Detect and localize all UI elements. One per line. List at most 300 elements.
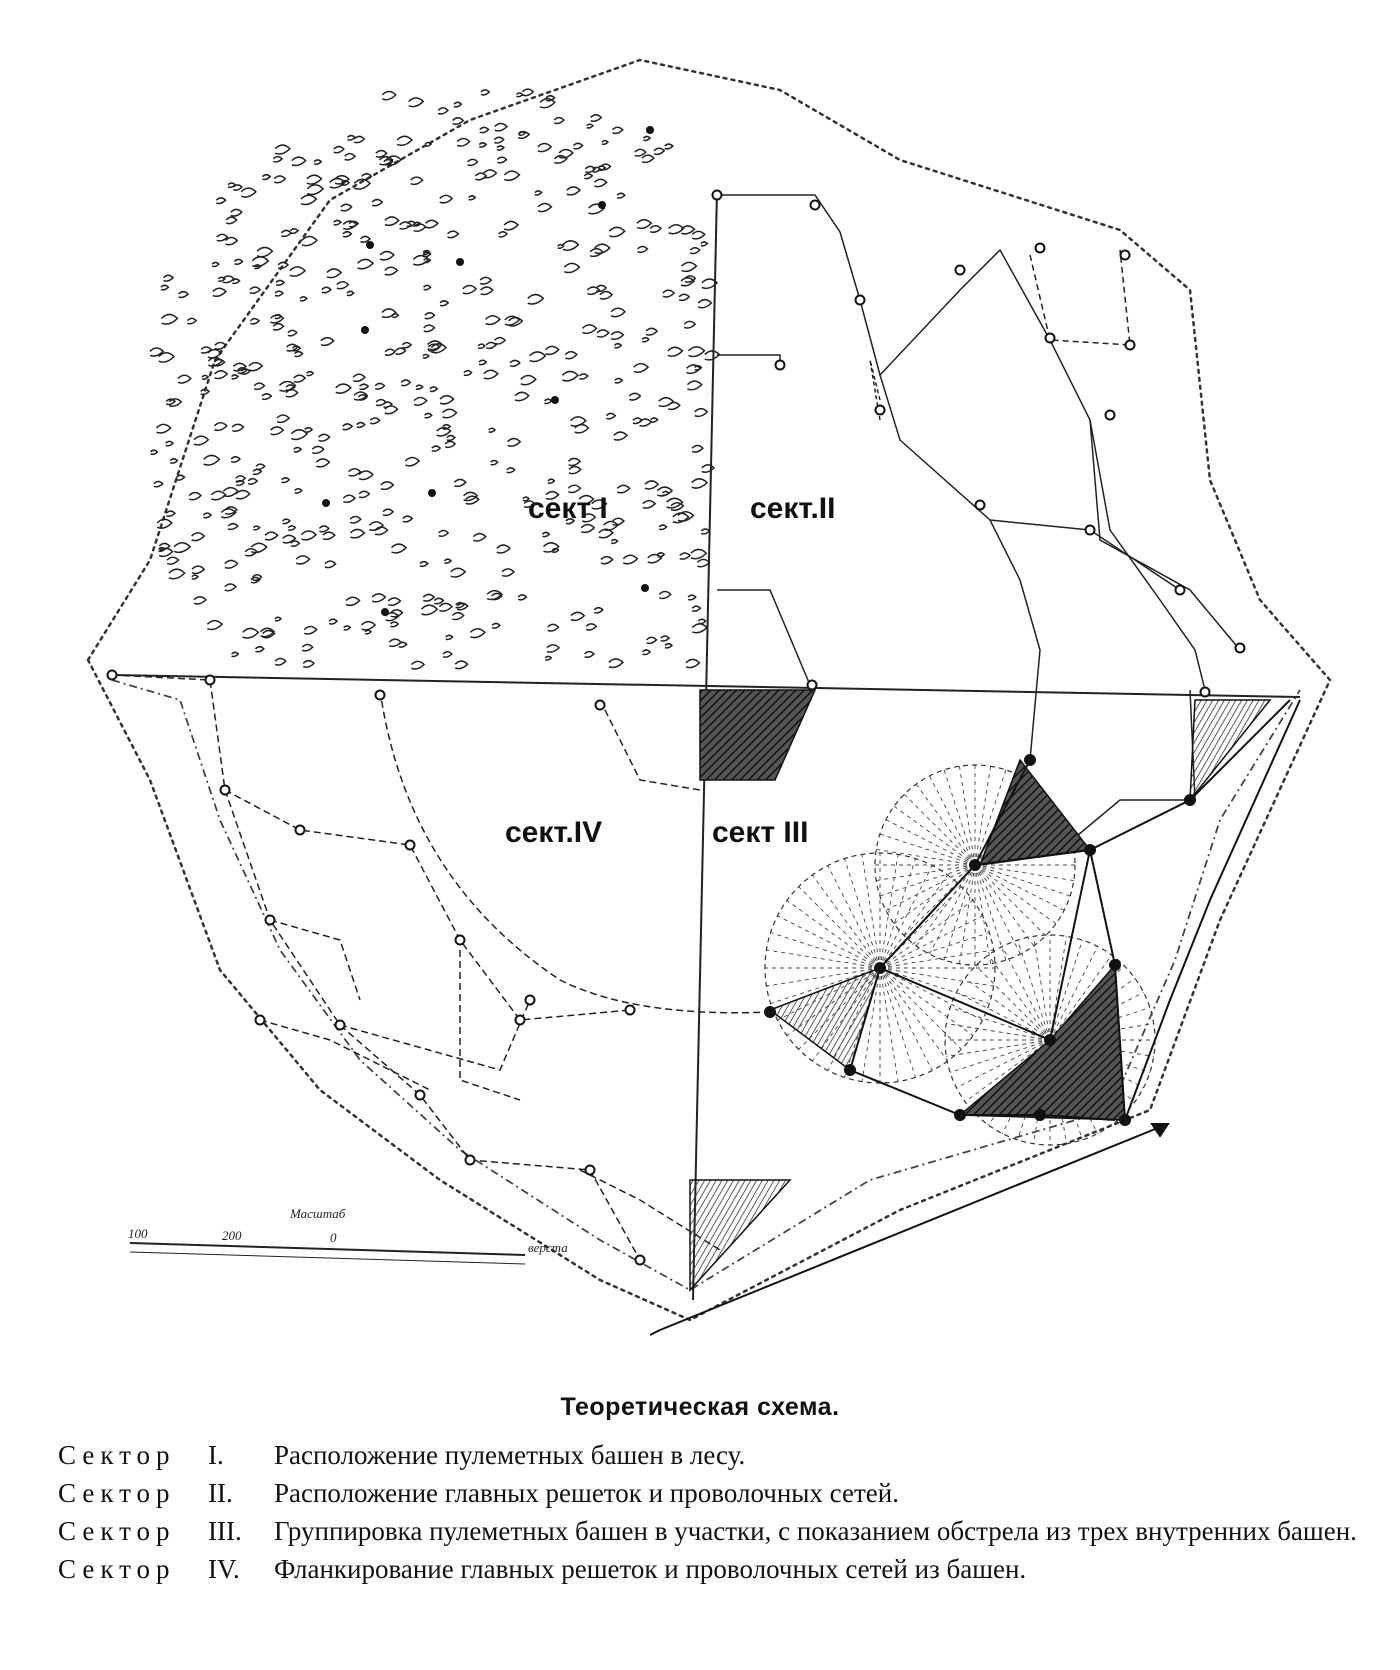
forest-mark bbox=[687, 381, 701, 390]
forest-mark bbox=[281, 230, 291, 236]
forest-mark bbox=[425, 413, 432, 417]
forest-mark bbox=[215, 342, 226, 349]
legend-item-sector-ii bbox=[58, 1478, 1368, 1508]
forest-mark bbox=[447, 231, 458, 238]
forest-mark bbox=[365, 630, 371, 634]
forest-mark bbox=[469, 196, 476, 200]
forest-mark bbox=[530, 352, 546, 362]
forest-mark bbox=[504, 221, 518, 229]
forest-mark bbox=[178, 375, 191, 383]
forest-mark bbox=[650, 226, 661, 233]
fire-ray bbox=[880, 900, 973, 968]
forest-mark bbox=[301, 195, 316, 204]
legend-number: III. bbox=[208, 1516, 242, 1546]
forest-mark bbox=[609, 659, 623, 668]
fire-ray bbox=[1018, 940, 1050, 1040]
machine-gun-tower bbox=[1085, 845, 1095, 855]
forest-mark bbox=[497, 146, 504, 150]
barrier-tower bbox=[876, 406, 885, 415]
forest-mark bbox=[455, 661, 467, 668]
forest-mark bbox=[414, 397, 427, 405]
forest-mark bbox=[216, 198, 225, 204]
forest-mark bbox=[545, 656, 551, 660]
forest-mark bbox=[479, 360, 486, 364]
forest-mark bbox=[275, 145, 290, 154]
forest-mark bbox=[647, 637, 657, 643]
forest-mark bbox=[464, 371, 472, 376]
forest-mark bbox=[288, 526, 295, 530]
forest-mark bbox=[434, 598, 443, 604]
forest-mark bbox=[642, 155, 654, 162]
forest-mark bbox=[611, 308, 625, 316]
machine-gun-tower bbox=[955, 1110, 965, 1120]
flanking-tower bbox=[596, 701, 605, 710]
forest-mark bbox=[695, 366, 702, 370]
forest-mark bbox=[327, 269, 341, 278]
forest-mark bbox=[405, 458, 419, 466]
forest-mark bbox=[545, 346, 558, 354]
forest-mark bbox=[486, 316, 500, 325]
forest-mark bbox=[587, 287, 599, 294]
forest-mark bbox=[416, 385, 423, 389]
forest-mark bbox=[385, 217, 399, 225]
forest-mark bbox=[207, 621, 222, 630]
forest-mark bbox=[257, 247, 272, 256]
fire-ray bbox=[950, 1008, 1050, 1040]
barrier-tower bbox=[1236, 644, 1245, 653]
forest-mark bbox=[292, 157, 306, 165]
flanking-tower bbox=[586, 1166, 595, 1175]
sector-label-iii: сект III bbox=[712, 816, 809, 849]
forest-tower bbox=[428, 489, 436, 497]
forest-mark bbox=[451, 568, 465, 577]
forest-mark bbox=[538, 204, 551, 212]
legend-item-sector-iv bbox=[58, 1554, 1368, 1584]
forest-mark bbox=[273, 157, 282, 162]
barrier-tower bbox=[1086, 526, 1095, 535]
forest-mark bbox=[225, 584, 236, 591]
forest-mark bbox=[662, 491, 668, 495]
forest-mark bbox=[166, 511, 175, 516]
forest-tower bbox=[598, 201, 606, 209]
scale-unit: верста bbox=[528, 1240, 568, 1255]
forest-mark bbox=[161, 314, 177, 324]
forest-mark bbox=[698, 300, 711, 308]
forest-mark bbox=[452, 613, 463, 620]
sector-label-ii: сект.II bbox=[750, 492, 836, 525]
forest-mark bbox=[383, 509, 393, 515]
forest-mark bbox=[358, 259, 373, 268]
forest-mark bbox=[643, 501, 655, 508]
fire-ray bbox=[771, 933, 880, 969]
forest-mark bbox=[481, 287, 493, 294]
fire-ray bbox=[975, 865, 1006, 960]
legend-number: IV. bbox=[208, 1554, 240, 1584]
flanking-tower bbox=[336, 1021, 345, 1030]
forest-mark bbox=[187, 318, 196, 323]
forest-mark bbox=[567, 187, 580, 195]
fire-ray bbox=[886, 820, 975, 865]
forest-mark bbox=[615, 379, 622, 383]
flanking-tower bbox=[256, 1016, 265, 1025]
forest-mark bbox=[303, 661, 314, 668]
sector-iv-flanking bbox=[112, 675, 770, 1260]
forest-mark bbox=[688, 595, 696, 600]
fire-ray bbox=[880, 859, 916, 968]
forest-mark bbox=[370, 418, 379, 424]
forest-mark bbox=[486, 342, 496, 348]
forest-mark bbox=[397, 136, 412, 145]
forest-mark bbox=[241, 188, 256, 197]
forest-mark bbox=[362, 622, 376, 630]
fire-ray bbox=[956, 992, 1050, 1040]
forest-mark bbox=[343, 232, 351, 237]
forest-mark bbox=[495, 338, 506, 344]
legend-item-sector-iii bbox=[58, 1516, 1368, 1546]
forest-mark bbox=[194, 436, 208, 445]
forest-mark bbox=[521, 376, 536, 385]
forest-mark bbox=[212, 262, 219, 266]
fire-ray bbox=[904, 794, 975, 865]
forest-mark bbox=[336, 384, 351, 393]
forest-tower bbox=[361, 326, 369, 334]
forest-mark bbox=[273, 324, 283, 330]
forest-mark bbox=[439, 603, 452, 611]
forest-mark bbox=[400, 222, 411, 229]
forest-mark bbox=[665, 644, 672, 648]
forest-mark bbox=[565, 352, 577, 359]
forest-mark bbox=[283, 519, 290, 523]
forest-mark bbox=[341, 204, 352, 211]
forest-mark bbox=[275, 291, 283, 296]
forest-mark bbox=[250, 319, 259, 324]
forest-mark bbox=[443, 409, 457, 418]
forest-mark bbox=[582, 325, 596, 333]
forest-mark bbox=[569, 467, 581, 474]
forest-mark bbox=[489, 428, 495, 432]
barrier-tower bbox=[1106, 411, 1115, 420]
fire-ray bbox=[880, 834, 975, 865]
forest-mark bbox=[391, 544, 406, 553]
forest-mark bbox=[203, 513, 211, 518]
forest-mark bbox=[262, 175, 270, 180]
flanking-tower bbox=[206, 676, 215, 685]
legend-item-sector-i bbox=[58, 1440, 1368, 1470]
forest-mark bbox=[440, 396, 454, 404]
forest-mark bbox=[594, 608, 603, 613]
forest-mark bbox=[232, 652, 239, 656]
forest-mark bbox=[659, 525, 666, 530]
forest-mark bbox=[376, 400, 386, 406]
forest-mark bbox=[151, 450, 158, 454]
scale-tick-3: 0 bbox=[330, 1230, 337, 1245]
forest-mark bbox=[316, 459, 329, 467]
legend-text: Расположение главных решеток и проволочных сетей. bbox=[274, 1478, 899, 1508]
machine-gun-tower bbox=[1025, 755, 1035, 765]
forest-mark bbox=[226, 238, 238, 245]
forest-mark bbox=[497, 545, 510, 553]
forest-mark bbox=[545, 399, 552, 403]
forest-mark bbox=[321, 338, 334, 346]
forest-mark bbox=[491, 461, 498, 465]
forest-mark bbox=[681, 226, 694, 234]
forest-mark bbox=[698, 619, 705, 623]
fire-ray bbox=[975, 865, 1046, 936]
barrier-tower bbox=[811, 201, 820, 210]
forest-mark bbox=[275, 659, 286, 665]
forest-mark bbox=[481, 90, 489, 95]
forest-mark bbox=[334, 220, 341, 224]
forest-mark bbox=[337, 282, 349, 289]
legend-word: Сектор bbox=[58, 1516, 176, 1546]
legend-number: II. bbox=[208, 1478, 233, 1508]
forest-mark bbox=[495, 123, 507, 130]
forest-mark bbox=[643, 136, 650, 140]
barrier-tower bbox=[808, 681, 817, 690]
forest-mark bbox=[214, 423, 226, 431]
forest-mark bbox=[665, 144, 673, 149]
forest-mark bbox=[359, 491, 369, 497]
fire-ray bbox=[916, 784, 975, 865]
forest-mark bbox=[271, 427, 284, 435]
fire-ray bbox=[975, 865, 1034, 946]
forest-mark bbox=[295, 352, 303, 357]
forest-mark bbox=[163, 275, 173, 281]
forest-mark bbox=[659, 398, 673, 407]
forest-mark bbox=[635, 149, 646, 156]
forest-mark bbox=[445, 441, 455, 447]
machine-gun-tower bbox=[1110, 960, 1120, 970]
forest-mark bbox=[432, 446, 440, 451]
forest-mark bbox=[213, 288, 226, 296]
forest-mark bbox=[587, 124, 593, 128]
forest-mark bbox=[611, 539, 617, 543]
forest-tower bbox=[381, 608, 389, 616]
forest-mark bbox=[295, 489, 302, 493]
forest-mark bbox=[231, 457, 240, 462]
forest-mark bbox=[601, 557, 613, 564]
forest-mark bbox=[701, 242, 708, 246]
forest-mark bbox=[401, 380, 410, 386]
forest-mark bbox=[617, 193, 625, 198]
forest-mark bbox=[502, 569, 514, 576]
forest-mark bbox=[668, 402, 680, 409]
forest-mark bbox=[686, 659, 699, 667]
forest-mark bbox=[231, 209, 242, 216]
forest-mark bbox=[291, 430, 307, 440]
forest-mark bbox=[389, 639, 401, 646]
scale-bar bbox=[128, 1206, 568, 1264]
flanking-tower bbox=[626, 1006, 635, 1015]
forest-mark bbox=[232, 424, 243, 431]
forest-mark bbox=[508, 439, 521, 447]
forest-mark bbox=[294, 375, 305, 382]
forest-mark bbox=[661, 636, 669, 641]
sector-ii-towers bbox=[713, 191, 1245, 697]
barrier-tower bbox=[1121, 251, 1130, 260]
forest-mark bbox=[479, 143, 486, 147]
forest-mark bbox=[290, 267, 305, 276]
forest-mark bbox=[276, 280, 284, 285]
forest-mark bbox=[692, 231, 704, 239]
forest-mark bbox=[453, 118, 464, 124]
forest-mark bbox=[154, 481, 163, 486]
forest-mark bbox=[600, 292, 612, 300]
forest-mark bbox=[307, 372, 314, 376]
forest-mark bbox=[634, 364, 648, 373]
forest-mark bbox=[294, 447, 301, 452]
flanking-tower bbox=[376, 691, 385, 700]
forest-mark bbox=[586, 624, 596, 630]
forest-mark bbox=[609, 227, 624, 236]
forest-mark bbox=[385, 267, 398, 275]
forest-mark bbox=[439, 531, 449, 537]
forest-mark bbox=[701, 529, 709, 534]
forest-mark bbox=[307, 185, 323, 195]
forest-mark bbox=[300, 297, 307, 301]
forest-mark bbox=[602, 141, 608, 145]
forest-mark bbox=[538, 144, 551, 152]
forest-mark bbox=[275, 617, 281, 621]
forest-mark bbox=[325, 561, 336, 567]
forest-mark bbox=[591, 115, 602, 121]
forest-mark bbox=[346, 597, 359, 605]
legend-text: Фланкирование главных решеток и проволочных сетей из башен. bbox=[274, 1554, 1027, 1584]
sector-label-iv: сект.IV bbox=[505, 816, 603, 849]
forest-mark bbox=[411, 661, 424, 669]
forest-mark bbox=[174, 543, 190, 553]
forest-mark bbox=[274, 176, 285, 183]
forest-mark bbox=[170, 459, 177, 463]
forest-mark bbox=[440, 301, 448, 306]
forest-tower bbox=[322, 499, 330, 507]
forest-mark bbox=[697, 559, 709, 566]
forest-mark bbox=[278, 262, 288, 268]
forest-mark bbox=[350, 529, 364, 537]
forest-mark bbox=[454, 479, 465, 486]
forest-mark bbox=[585, 652, 594, 658]
forest-mark bbox=[692, 624, 707, 633]
forest-mark bbox=[542, 532, 549, 536]
forest-mark bbox=[642, 338, 649, 342]
forest-mark bbox=[255, 647, 263, 652]
forest-mark bbox=[682, 262, 697, 271]
forest-mark bbox=[648, 554, 662, 562]
forest-mark bbox=[375, 383, 384, 389]
scale-tick-2: 200 bbox=[222, 1228, 242, 1243]
machine-gun-tower bbox=[1185, 795, 1195, 805]
forest-mark bbox=[611, 332, 623, 339]
forest-mark bbox=[615, 344, 622, 348]
forest-mark bbox=[194, 597, 206, 604]
forest-mark bbox=[558, 245, 564, 249]
forest-mark bbox=[302, 236, 317, 245]
fire-ray bbox=[799, 887, 880, 968]
forest-mark bbox=[421, 605, 437, 615]
barrier-tower bbox=[776, 361, 785, 370]
forest-mark bbox=[480, 277, 491, 284]
forest-mark bbox=[345, 154, 355, 160]
forest-mark bbox=[581, 525, 594, 533]
forest-mark bbox=[409, 98, 424, 107]
forest-mark bbox=[296, 556, 309, 564]
forest-mark bbox=[169, 399, 181, 406]
forest-mark bbox=[426, 220, 438, 227]
fire-ray bbox=[894, 865, 975, 924]
barrier-tower bbox=[956, 266, 965, 275]
forest-mark bbox=[475, 173, 486, 180]
sector-iii-towers bbox=[765, 755, 1195, 1125]
forest-mark bbox=[444, 559, 451, 563]
forest-mark bbox=[159, 353, 174, 362]
scale-label: Масштаб bbox=[290, 1206, 346, 1221]
forest-mark bbox=[690, 248, 700, 254]
forest-mark bbox=[262, 394, 271, 400]
forest-mark bbox=[343, 424, 352, 430]
forest-mark bbox=[614, 432, 627, 440]
forest-mark bbox=[347, 291, 354, 295]
forest-mark bbox=[282, 478, 290, 483]
flanking-tower bbox=[416, 1091, 425, 1100]
forest-mark bbox=[204, 455, 220, 465]
forest-mark bbox=[499, 232, 507, 237]
forest-mark bbox=[643, 650, 651, 655]
forest-mark bbox=[167, 557, 178, 564]
legend-word: Сектор bbox=[58, 1478, 176, 1508]
forest-mark bbox=[192, 566, 204, 573]
forest-mark bbox=[253, 526, 259, 530]
forest-mark bbox=[304, 626, 316, 634]
forest-mark bbox=[253, 469, 261, 474]
forest-mark bbox=[629, 393, 640, 400]
forest-mark bbox=[396, 348, 406, 354]
forest-mark bbox=[288, 330, 297, 335]
forest-mark bbox=[388, 598, 400, 605]
forest-mark bbox=[692, 479, 707, 488]
forest-mark bbox=[350, 517, 361, 523]
forest-mark bbox=[584, 174, 592, 179]
forest-mark bbox=[232, 375, 239, 379]
forest-mark bbox=[478, 344, 485, 348]
forest-mark bbox=[347, 136, 354, 141]
forest-mark bbox=[470, 629, 485, 638]
forest-mark bbox=[447, 436, 455, 441]
forest-mark bbox=[668, 347, 683, 356]
forest-mark bbox=[319, 526, 328, 532]
forest-mark bbox=[425, 313, 435, 319]
sector-iv-towers bbox=[108, 671, 645, 1265]
forest-mark bbox=[201, 389, 209, 394]
forest-mark bbox=[349, 469, 361, 476]
forest-mark bbox=[562, 371, 578, 380]
forest-mark bbox=[357, 423, 365, 428]
fire-ray bbox=[812, 875, 880, 968]
barrier-tower bbox=[976, 501, 985, 510]
forest-mark bbox=[573, 143, 582, 149]
forest-mark bbox=[403, 516, 412, 522]
forest-mark bbox=[420, 562, 428, 567]
forest-mark bbox=[380, 252, 394, 260]
forest-mark bbox=[473, 534, 485, 541]
forest-mark bbox=[494, 137, 503, 143]
fire-ray bbox=[880, 968, 989, 1004]
forest-mark bbox=[528, 295, 544, 304]
forest-mark bbox=[695, 409, 708, 417]
forest-mark bbox=[554, 118, 564, 124]
forest-mark bbox=[559, 150, 573, 158]
forest-mark bbox=[169, 569, 185, 579]
fire-ray bbox=[787, 900, 880, 968]
